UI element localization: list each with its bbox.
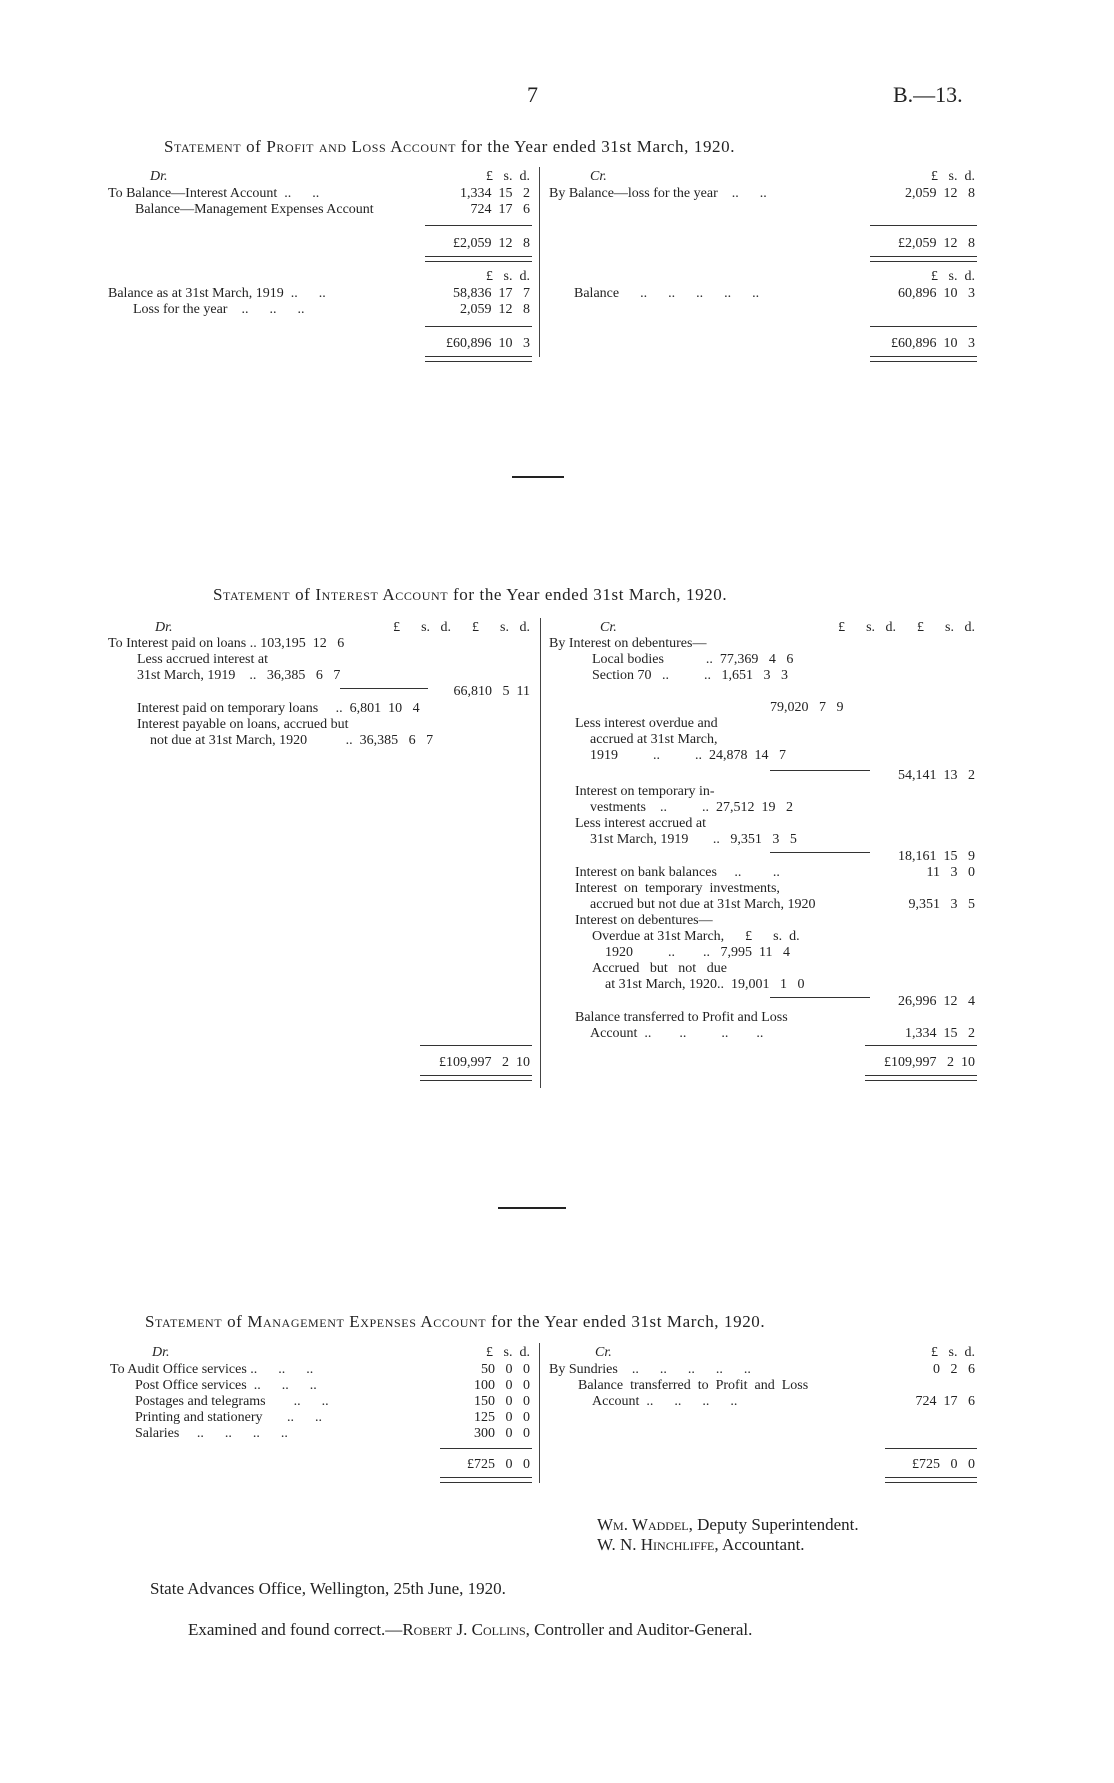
ia-dr-total: £109,997 2 10 <box>439 1055 530 1070</box>
pl-cr-double-rule-2 <box>870 356 977 362</box>
me-cr-total: £725 0 0 <box>912 1457 975 1472</box>
pl-divider <box>539 167 540 357</box>
me-dr-total: £725 0 0 <box>467 1457 530 1472</box>
pl-dr-total-2: £60,896 10 3 <box>446 336 530 351</box>
ia-cr-subtotal: 26,996 12 4 <box>898 994 975 1009</box>
ia-cr-line: Less interest accrued at <box>575 816 706 831</box>
audit-certification: Examined and found correct.—Robert J. Collins, Controller and Auditor-General. <box>188 1620 753 1639</box>
ia-cr-total-rule <box>865 1045 977 1046</box>
me-cr-row-label: Balance transferred to Profit and Loss <box>578 1378 809 1393</box>
ia-cr-line: accrued but not due at 31st March, 1920 <box>590 897 816 912</box>
ia-cr-line: Local bodies .. 77,369 4 6 <box>592 652 794 667</box>
ia-dr-line: Less accrued interest at <box>137 652 268 667</box>
signature-accountant: W. N. Hinchliffe, Accountant. <box>597 1535 805 1554</box>
pl-dr-col-header: £ s. d. <box>486 169 530 184</box>
me-dr-row-label: Printing and stationery .. .. <box>135 1410 323 1425</box>
pl-dr-rule <box>425 225 532 226</box>
document-reference: B.—13. <box>893 82 963 107</box>
pl-cr-row-amount: 60,896 10 3 <box>898 286 975 301</box>
pl-dr-double-rule-2 <box>425 356 532 362</box>
pl-dr-double-rule <box>425 256 532 262</box>
pl-dr-col-header-2: £ s. d. <box>486 269 530 284</box>
pl-dr-row-amount: 724 17 6 <box>470 202 530 217</box>
me-dr-row-amount: 150 0 0 <box>474 1394 530 1409</box>
place-and-date: State Advances Office, Wellington, 25th June, 1920. <box>150 1579 506 1598</box>
me-dr-row-label: Salaries .. .. .. .. <box>135 1426 288 1441</box>
signature-superintendent: Wm. Waddel, Deputy Superintendent. <box>597 1515 859 1534</box>
ia-cr-line: Overdue at 31st March, £ s. d. <box>592 929 800 944</box>
ia-cr-double-rule <box>865 1075 977 1081</box>
pl-dr-total: £2,059 12 8 <box>453 236 530 251</box>
pl-cr-col-header-2: £ s. d. <box>931 269 975 284</box>
pl-cr-label: Cr. <box>590 169 607 184</box>
ia-cr-line: Interest on temporary investments, <box>575 881 780 896</box>
me-title: Statement of Management Expenses Account for the Year ended 31st March, 1920. <box>145 1312 766 1331</box>
ia-cr-line: 1919 .. .. 24,878 14 7 <box>590 748 786 763</box>
ia-cr-amount: 11 3 0 <box>926 865 975 880</box>
pl-cr-total: £2,059 12 8 <box>898 236 975 251</box>
ia-cr-line: at 31st March, 1920.. 19,001 1 0 <box>605 977 805 992</box>
me-dr-row-amount: 100 0 0 <box>474 1378 530 1393</box>
me-dr-row-label: Postages and telegrams .. .. <box>135 1394 329 1409</box>
me-cr-row-amount: 0 2 6 <box>933 1362 975 1377</box>
pl-dr-row-label: Loss for the year .. .. .. <box>133 302 305 317</box>
pl-cr-rule-2 <box>870 326 977 327</box>
me-dr-row-label: To Audit Office services .. .. .. <box>110 1362 314 1377</box>
ia-cr-line: Interest on bank balances .. .. <box>575 865 780 880</box>
ia-cr-line: vestments .. .. 27,512 19 2 <box>590 800 793 815</box>
ia-cr-line: Account .. .. .. .. <box>590 1026 764 1041</box>
ia-cr-line: Section 70 .. .. 1,651 3 3 <box>592 668 788 683</box>
ia-dr-line: To Interest paid on loans .. 103,195 12 6 <box>108 636 345 651</box>
me-cr-rule <box>885 1448 977 1449</box>
ia-dr-total-rule <box>420 1045 532 1046</box>
me-dr-rule <box>440 1448 532 1449</box>
pl-dr-label: Dr. <box>150 169 168 184</box>
ia-cr-col-header: £ s. d. £ s. d. <box>838 620 975 635</box>
pl-dr-row-amount: 58,836 17 7 <box>453 286 530 301</box>
ia-cr-line: Interest on temporary in- <box>575 784 715 799</box>
ia-title: Statement of Interest Account for the Year ended 31st March, 1920. <box>213 585 728 604</box>
ia-cr-line: accrued at 31st March, <box>590 732 718 747</box>
pl-dr-row-label: To Balance—Interest Account .. .. <box>108 186 320 201</box>
ia-cr-subtotal: 54,141 13 2 <box>898 768 975 783</box>
section-separator <box>498 1207 566 1209</box>
me-dr-row-amount: 300 0 0 <box>474 1426 530 1441</box>
ia-cr-total: £109,997 2 10 <box>884 1055 975 1070</box>
me-cr-double-rule <box>885 1477 977 1483</box>
ia-cr-subtotal: 18,161 15 9 <box>898 849 975 864</box>
me-cr-row-label: Account .. .. .. .. <box>592 1394 738 1409</box>
ia-dr-subtotal: 66,810 5 11 <box>453 684 530 699</box>
pl-dr-row-label: Balance as at 31st March, 1919 .. .. <box>108 286 326 301</box>
pl-cr-row-label: By Balance—loss for the year .. .. <box>549 186 767 201</box>
me-dr-row-amount: 125 0 0 <box>474 1410 530 1425</box>
section-separator <box>512 476 564 478</box>
me-dr-label: Dr. <box>152 1345 170 1360</box>
me-dr-row-label: Post Office services .. .. .. <box>135 1378 317 1393</box>
pl-cr-double-rule <box>870 256 977 262</box>
ia-cr-line: Accrued but not due <box>592 961 727 976</box>
pl-cr-rule <box>870 225 977 226</box>
ia-cr-label: Cr. <box>600 620 617 635</box>
ia-dr-double-rule <box>420 1075 532 1081</box>
ia-divider <box>540 618 541 1088</box>
ia-dr-col-header: £ s. d. £ s. d. <box>393 620 530 635</box>
ia-cr-line: Balance transferred to Profit and Loss <box>575 1010 788 1025</box>
ia-cr-line: 31st March, 1919 .. 9,351 3 5 <box>590 832 797 847</box>
pl-dr-row-label: Balance—Management Expenses Account <box>135 202 374 217</box>
ia-cr-amount: 9,351 3 5 <box>908 897 975 912</box>
me-cr-row-label: By Sundries .. .. .. .. .. <box>549 1362 751 1377</box>
ia-dr-label: Dr. <box>155 620 173 635</box>
pl-cr-col-header: £ s. d. <box>931 169 975 184</box>
me-cr-label: Cr. <box>595 1345 612 1360</box>
me-cr-col-header: £ s. d. <box>931 1345 975 1360</box>
ia-cr-line: 79,020 7 9 <box>770 700 844 715</box>
ia-dr-line: not due at 31st March, 1920 .. 36,385 6 7 <box>150 733 434 748</box>
pl-title: Statement of Profit and Loss Account for the Year ended 31st March, 1920. <box>164 137 736 156</box>
ia-cr-amount: 1,334 15 2 <box>905 1026 975 1041</box>
pl-dr-row-amount: 2,059 12 8 <box>460 302 530 317</box>
ia-dr-line: 31st March, 1919 .. 36,385 6 7 <box>137 668 341 683</box>
me-dr-col-header: £ s. d. <box>486 1345 530 1360</box>
ia-cr-line: Interest on debentures— <box>575 913 713 928</box>
pl-dr-rule-2 <box>425 326 532 327</box>
pl-cr-total-2: £60,896 10 3 <box>891 336 975 351</box>
pl-cr-row-amount: 2,059 12 8 <box>905 186 975 201</box>
ia-dr-line: Interest payable on loans, accrued but <box>137 717 349 732</box>
ia-cr-line: Less interest overdue and <box>575 716 718 731</box>
page-number: 7 <box>527 82 538 107</box>
me-dr-double-rule <box>440 1477 532 1483</box>
me-cr-row-amount: 724 17 6 <box>915 1394 975 1409</box>
pl-cr-row-label: Balance .. .. .. .. .. <box>574 286 760 301</box>
ia-dr-line: Interest paid on temporary loans .. 6,801 10 4 <box>137 701 420 716</box>
me-dr-row-amount: 50 0 0 <box>481 1362 530 1377</box>
me-divider <box>539 1343 540 1483</box>
pl-dr-row-amount: 1,334 15 2 <box>460 186 530 201</box>
ia-cr-line: By Interest on debentures— <box>549 636 707 651</box>
ia-cr-line: 1920 .. .. 7,995 11 4 <box>605 945 790 960</box>
